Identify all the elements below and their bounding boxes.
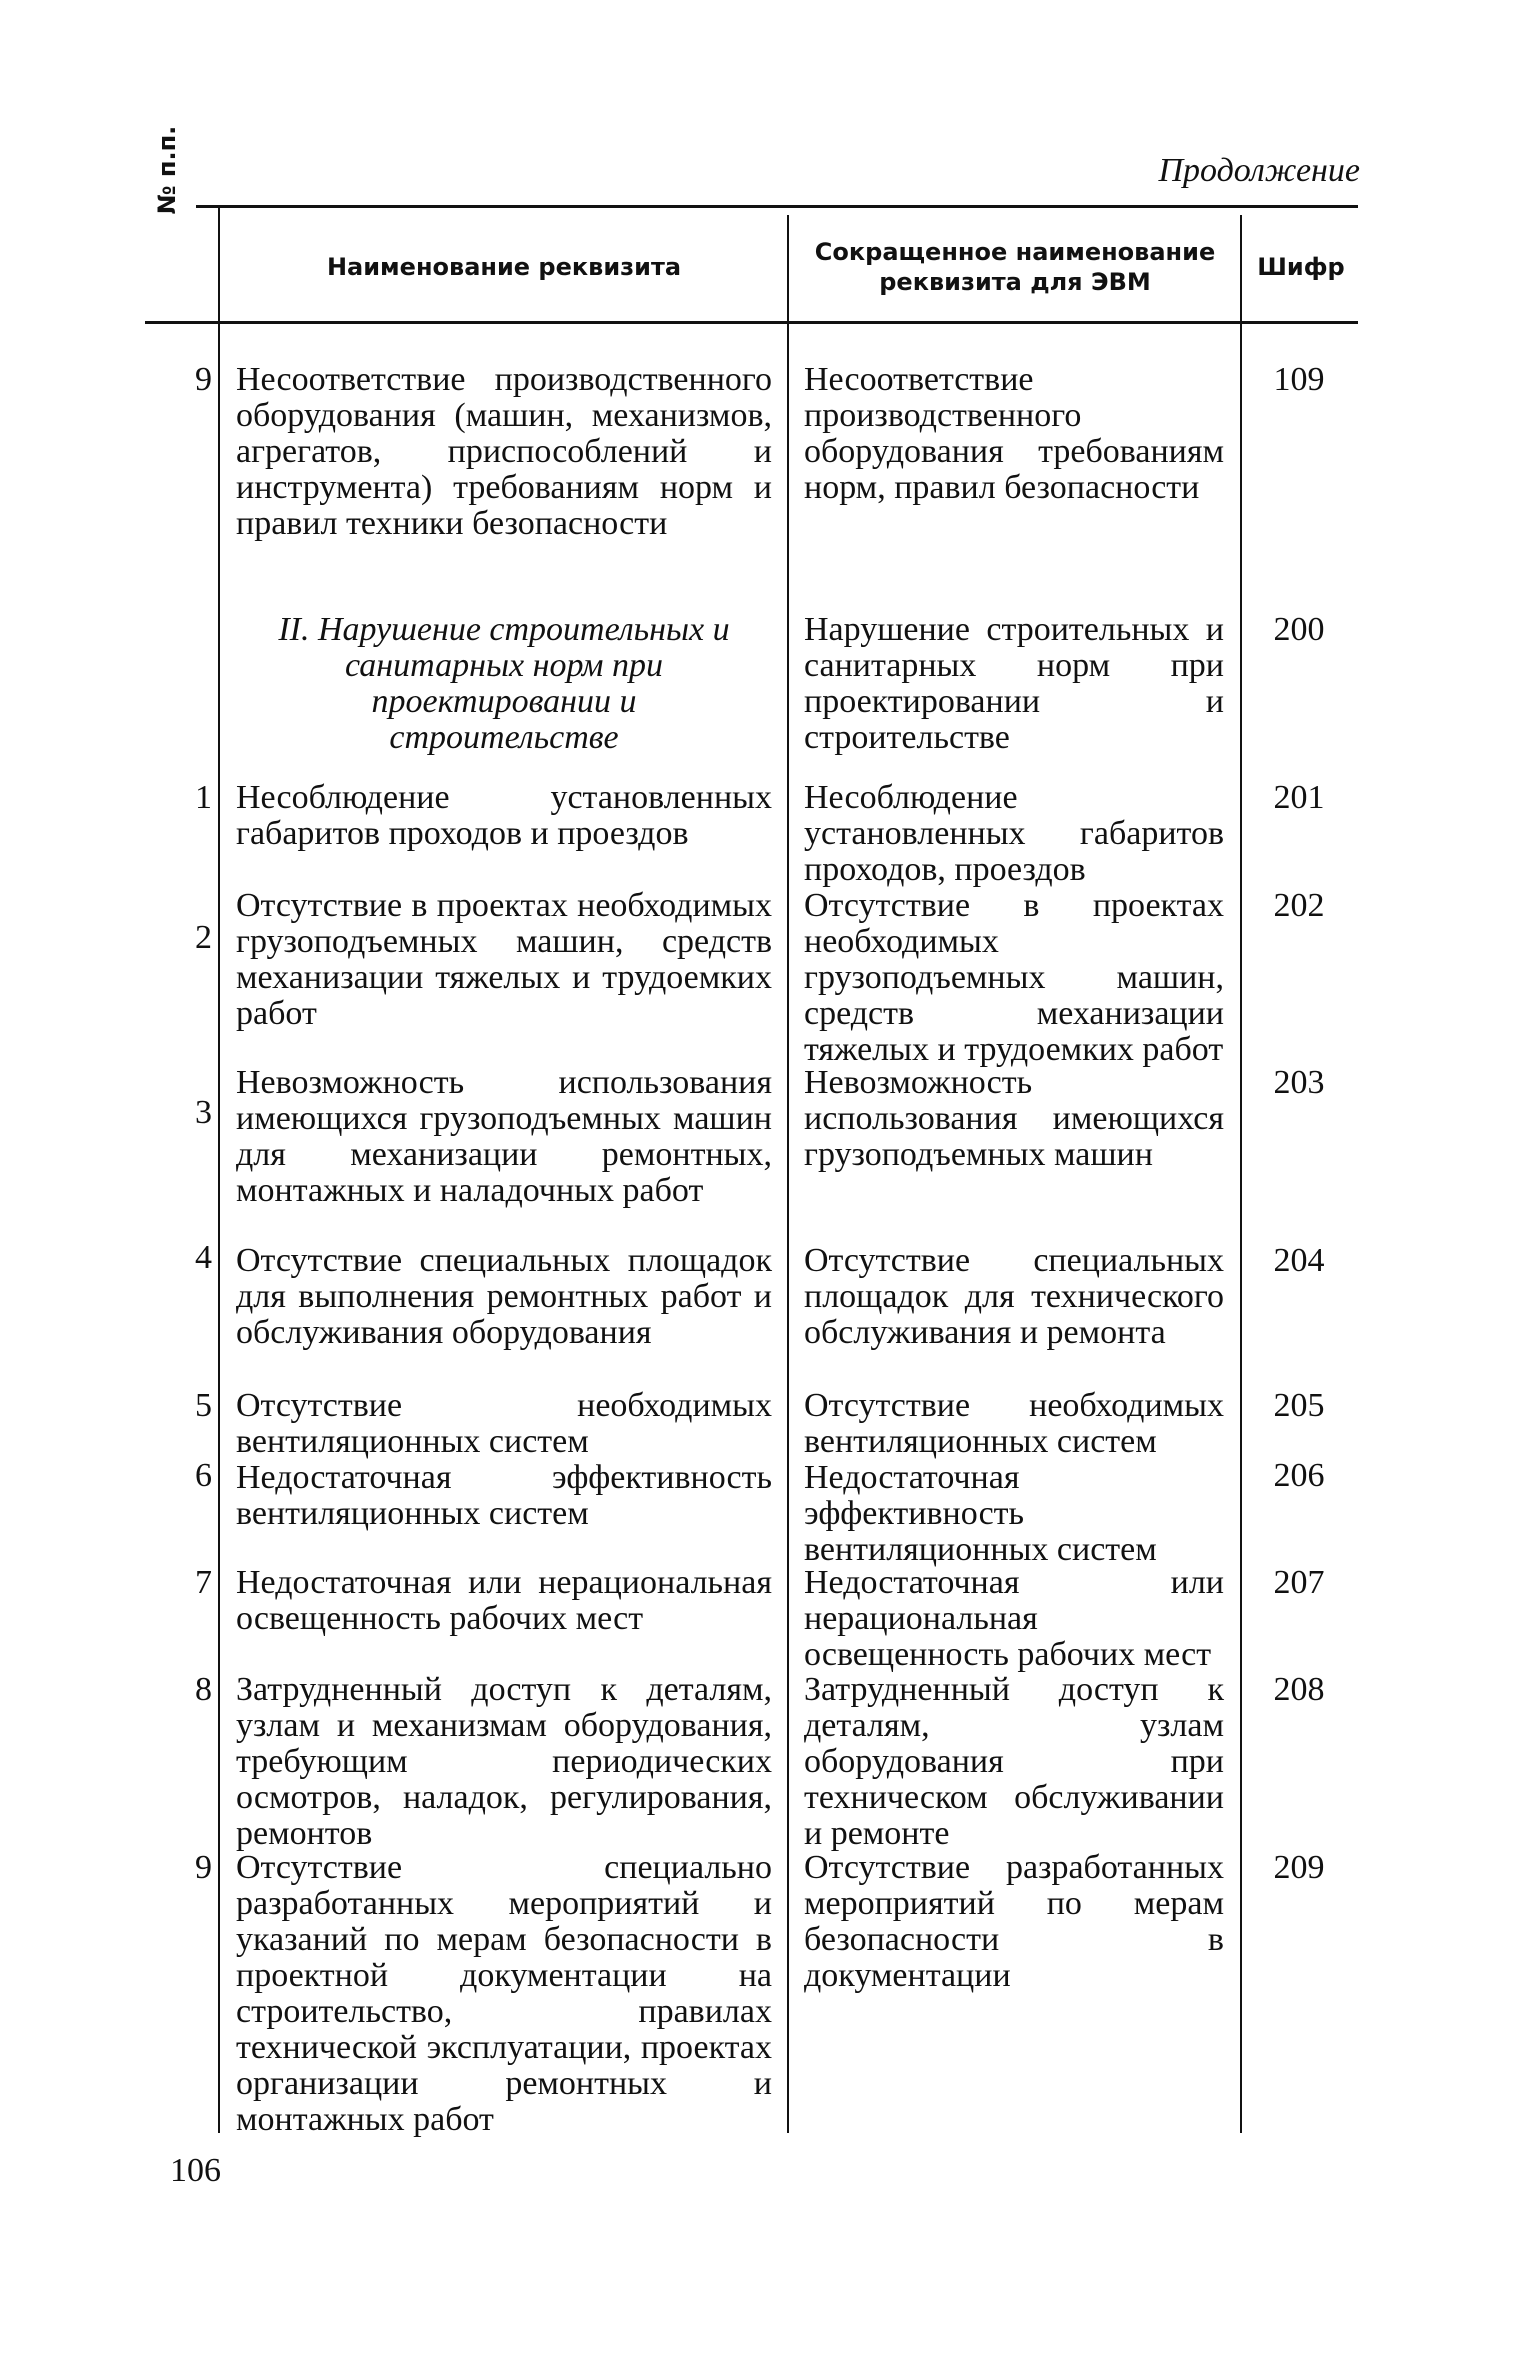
row-short: Недостаточная или нерациональная освещенность рабочих мест [804,1564,1224,1673]
row-short: Невозможность использования имеющихся грузоподъемных машин [804,1064,1224,1173]
row-short: Затрудненный доступ к деталям, узлам оборудования при техническом обслуживании и ремонте [804,1671,1224,1852]
row-code: 203 [1273,1064,1325,1101]
row-code: 206 [1273,1457,1325,1494]
header-code: Шифр [1257,253,1345,281]
row-short: Недостаточная эффективность вентиляционных систем [804,1459,1157,1568]
row-num: 7 [195,1564,212,1601]
row-num: 2 [195,919,212,956]
row-name: Отсутствие специально разработанных мероприятий и указаний по мерам безопасности в проектной документации на строительство, правилах технической эксплуатации, проектах организации ремонтных и монтажных работ [236,1849,772,2138]
row-name: Недостаточная или нерациональная освещенность рабочих мест [236,1564,772,1637]
row-code: 208 [1273,1671,1325,1708]
header-num: № п.п. [153,125,181,215]
page-number: 106 [170,2152,221,2189]
col-divider-3 [1240,215,1242,2133]
row-code: 200 [1273,611,1325,648]
row-num: 1 [195,779,212,816]
row-code: 201 [1273,779,1325,816]
row-short: Нарушение строительных и санитарных норм при проектировании и строительстве [804,611,1224,756]
header-name: Наименование реквизита [326,253,682,281]
row-code: 205 [1273,1387,1325,1424]
row-num: 4 [195,1239,212,1276]
row-short: Несоответствие производственного оборудования требованиям норм, правил безопасности [804,361,1224,506]
header-short: Сокращенное наименование реквизита для ЭВМ [814,238,1216,296]
header-top-rule [196,205,1358,208]
row-name: Отсутствие специальных площадок для выполнения ремонтных работ и обслуживания оборудования [236,1242,772,1351]
row-short: Отсутствие специальных площадок для технического обслуживания и ремонта [804,1242,1224,1351]
row-short: Несоблюдение установленных габаритов проходов, проездов [804,779,1224,888]
col-divider-1 [218,205,220,2133]
row-name: Недостаточная эффективность вентиляционных систем [236,1459,772,1532]
header-bottom-rule [145,321,1358,324]
row-name: Несоответствие производственного оборудования (машин, механизмов, агрегатов, приспособлений и инструмента) требованиям норм и правил техники безопасности [236,361,772,542]
row-short: Отсутствие разработанных мероприятий по мерам безопасности в документации [804,1849,1224,1994]
section-title: II. Нарушение строительных и санитарных норм при проектировании и строительстве [278,611,730,756]
row-num: 8 [195,1671,212,1708]
row-code: 207 [1273,1564,1325,1601]
row-num: 9 [195,361,212,398]
row-short: Отсутствие необходимых вентиляционных систем [804,1387,1224,1460]
col-divider-2 [787,215,789,2133]
row-num: 6 [195,1457,212,1494]
row-num: 5 [195,1387,212,1424]
row-name: Несоблюдение установленных габаритов проходов и проездов [236,779,772,852]
row-code: 204 [1273,1242,1325,1279]
row-num: 9 [195,1849,212,1886]
row-name: Отсутствие в проектах необходимых грузоподъемных машин, средств механизации тяжелых и трудоемких работ [236,887,772,1032]
continuation-label: Продолжение [1158,152,1360,189]
row-code: 109 [1273,361,1325,398]
row-short: Отсутствие в проектах необходимых грузоподъемных машин, средств механизации тяжелых и трудоемких работ [804,887,1224,1068]
row-name: Затрудненный доступ к деталям, узлам и механизмам оборудования, требующим периодических осмотров, наладок, регулирования, ремонтов [236,1671,772,1852]
row-code: 209 [1273,1849,1325,1886]
row-name: Невозможность использования имеющихся грузоподъемных машин для механизации ремонтных, монтажных и наладочных работ [236,1064,772,1209]
row-code: 202 [1273,887,1325,924]
row-name: Отсутствие необходимых вентиляционных систем [236,1387,772,1460]
row-num: 3 [195,1094,212,1131]
